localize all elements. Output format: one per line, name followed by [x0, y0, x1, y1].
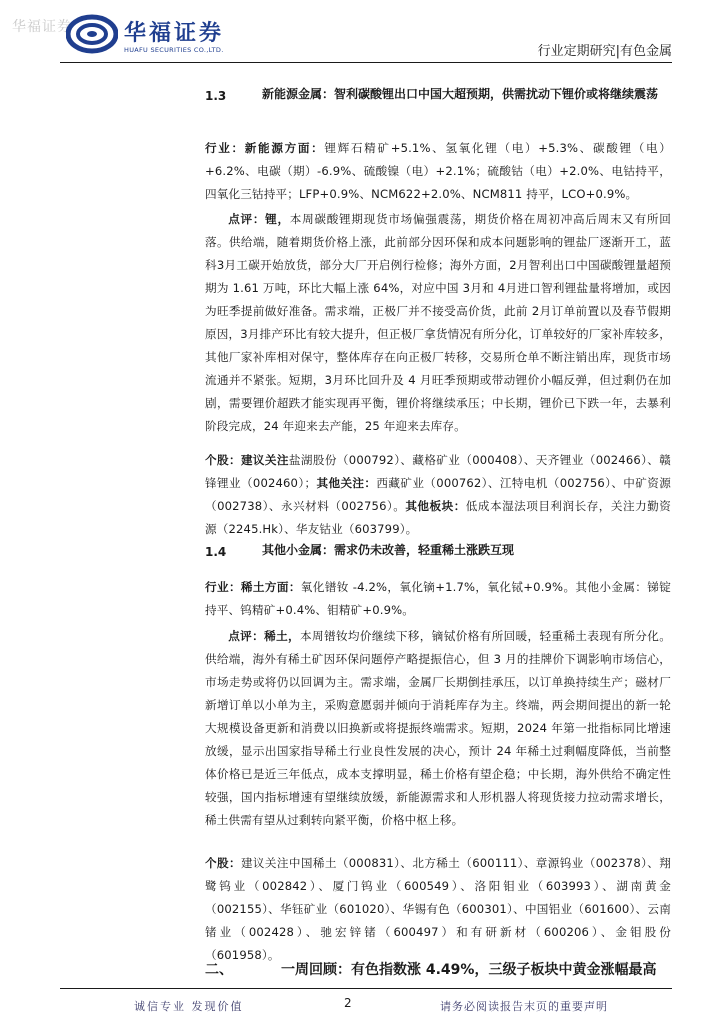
sub-label: 稀土， — [264, 629, 301, 643]
section-number: 1.4 — [205, 545, 227, 559]
header-divider — [60, 62, 672, 63]
paragraph-text: 西藏矿业（000762）、江特电机（002756）、中矿资源（002738）、永兴材料（002756）。 — [205, 476, 671, 513]
section-title: 新能源金属：智利碳酸锂出口中国大超预期，供需扰动下锂价或将继续震荡 — [262, 87, 659, 101]
watermark: 华福证券 — [12, 19, 72, 35]
label: 行业： — [205, 580, 241, 594]
sub-label: 锂， — [265, 212, 290, 226]
paragraph-text: 低成本湿法项目利润长存，关注力勤资源（2245.Hk）、华友钴业（603799）。 — [205, 499, 671, 536]
logo-name-en: HUAFU SECURITIES CO.,LTD. — [124, 46, 224, 54]
paragraph-industry — [205, 137, 671, 206]
sub-label: 稀土方面： — [240, 580, 301, 594]
paragraph-text: 锂辉石精矿+5.1%、氢氧化锂（电）+5.3%、碳酸锂（电）+6.2%、电碳（期）-6.9%、硫酸镍（电）+2.1%；硫酸钴（电）+2.0%、电钴持平，四氧化三钴持平；LFP+0.9%、NCM622+2.0%、NCM811 持平，LCO+0.9%。 — [205, 141, 672, 201]
paragraph-comment — [205, 208, 671, 438]
paragraph-industry — [205, 576, 671, 622]
chapter-number: 二、 — [205, 962, 233, 978]
label: 行业： — [205, 141, 245, 155]
paragraph-text: 氧化镨钕 -4.2%，氧化镝+1.7%，氧化铽+0.9%。其他小金属：锑锭持平、钨精矿+0.4%、钼精矿+0.9%。 — [205, 580, 671, 617]
paragraph-stocks — [205, 449, 671, 541]
paragraph-text: 建议关注中国稀土（000831）、北方稀土（600111）、章源钨业（002378）、翔鹭钨业（002842）、厦门钨业（600549）、洛阳钼业（603993）、湖南黄金（002155）、华钰矿业（601020）、华锡有色（600301）、中国铝业（601600）、云南锗业（002428）、驰宏锌锗（600497）和有研新材（600206）、金钼股份（601958）。 — [205, 856, 671, 962]
sub-label: 新能源方面： — [244, 141, 325, 155]
report-category: 行业定期研究|有色金属 — [537, 44, 672, 59]
label: 个股： — [205, 856, 241, 870]
sub-label: 建议关注 — [240, 453, 289, 467]
label: 点评： — [228, 212, 266, 226]
logo-swirl-icon — [66, 14, 118, 54]
label: 个股： — [205, 453, 241, 467]
paragraph-text: 本周碳酸锂期现货市场偏强震荡，期货价格在周初冲高后周末又有所回落。供给端，随着期货价格上涨，此前部分因环保和成本问题影响的锂盐厂逐渐开工，蓝科3月工碳开始放货，部分大厂开启例行检修；海外方面，2月智利出口中国碳酸锂量超预期为 1.61 万吨，环比大幅上涨 64%，对应中国 3月和 4月进口智利锂盐量将增加，或因为旺季提前做好准备。需求端，正极厂并不接受高价货，此前 2月订单前置以及春节假期原因，3月排产环比有较大提升，但正极厂拿货情况有所分化，订单较好的厂家补库较多，其他厂家补库相对保守，整体库存在向正极厂转移，交易所仓单不断注销出库，现货市场流通并不紧张。短期，3月环比回升及 4 月旺季预期或带动锂价小幅反弹，但过剩仍在加剧，需要锂价超跌才能实现再平衡，锂价将继续承压；中长期，锂价已下跌一年，去暴利阶段完成，24 年迎来去产能，25 年迎来去库存。 — [205, 212, 671, 433]
paragraph-stocks — [205, 852, 671, 967]
chapter-heading — [205, 959, 656, 979]
section-number: 1.3 — [205, 89, 227, 103]
sub-label: 其他关注： — [316, 476, 377, 490]
page-number: 2 — [344, 996, 352, 1010]
footer-slogan: 诚信专业 发现价值 — [134, 1000, 244, 1013]
paragraph-text: 盐湖股份（000792）、藏格矿业（000408）、天齐锂业（002466）、赣锋锂业（002460）； — [205, 453, 672, 490]
chapter-title: 一周回顾：有色指数涨 4.49%，三级子板块中黄金涨幅最高 — [281, 962, 657, 978]
footer-divider — [60, 988, 672, 989]
paragraph-comment — [205, 625, 671, 832]
label: 点评： — [228, 629, 265, 643]
paragraph-text: 本周镨钕均价继续下移，镝铽价格有所回暖，轻重稀土表现有所分化。供给端，海外有稀土矿因环保问题停产略提振信心，但 3 月的挂牌价下调影响市场信心，市场走势或将仍以回调为主。需求端，金属厂长期倒挂承压，以订单换持续生产；磁材厂新增订单以小单为主，采购意愿弱并倾向于消耗库存为主。终端，两会期间提出的新一轮大规模设备更新和消费以旧换新或将提振终端需求。短期，2024 年第一批指标同比增速放缓，显示出国家指导稀土行业良性发展的决心，预计 24 年稀土过剩幅度降低，当前整体价格已是近三年低点，成本支撑明显，稀土价格有望企稳；中长期，海外供给不确定性较强，国内指标增速有望继续放缓，新能源需求和人形机器人将现货接力拉动需求增长，稀土供需有望从过剩转向紧平衡，价格中枢上移。 — [205, 629, 671, 827]
section-title: 其他小金属：需求仍未改善，轻重稀土涨跌互现 — [262, 543, 515, 557]
logo-name-cn: 华福证券 — [124, 20, 225, 46]
company-logo — [66, 10, 256, 60]
footer-disclaimer: 请务必阅读报告末页的重要声明 — [440, 1000, 608, 1013]
sub-label: 其他板块： — [405, 499, 466, 513]
